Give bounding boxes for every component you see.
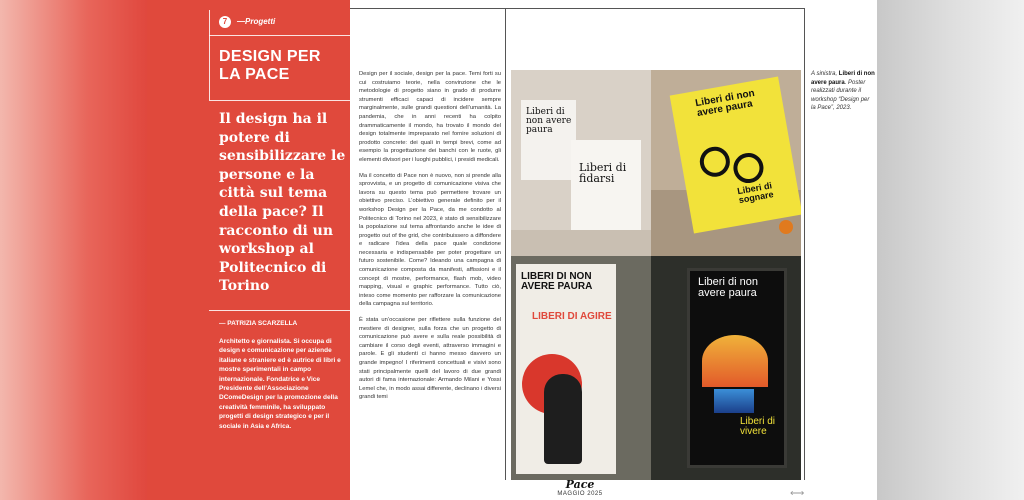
poster-text: Liberi di vivere [740, 416, 776, 438]
divider [350, 8, 805, 9]
section-number: 7 [219, 16, 231, 28]
caption-rest: . Poster realizzati durante il workshop “Design per la Pace”, 2023. [811, 79, 870, 111]
photo-poster-vivere [651, 256, 801, 480]
author-bio: Architetto e giornalista. Si occupa di design e comunicazione per aziende italiane e straniere ed è autrice di libri e mostre sperimentali in campo internazionale. Fondatrice e Vice Presidente dell’Associazione DComeDesign per la promozione della creatività femminile, ha sviluppato progetti di design strategico e per il sociale in Asia e Africa. [219, 338, 341, 430]
poster-text: Liberi di non avere paura [694, 87, 756, 120]
poster-text: LIBERI DI NON AVERE PAURA [521, 271, 593, 293]
poster-text: LIBERI DI AGIRE [532, 311, 612, 322]
article-headline: Il design ha il potere di sensibilizzare le persone e la città sul tema della pace? Il racconto di un workshop al Politecnico di Torino [219, 111, 346, 295]
divider [209, 100, 350, 101]
red-sidebar [147, 0, 350, 500]
chain-link [731, 151, 766, 186]
poster-text: Liberi di non avere paura [526, 107, 572, 136]
divider [209, 10, 210, 100]
poster-text: Liberi di fidarsi [579, 161, 627, 186]
caption-bold: Liberi di non avere paura [811, 71, 875, 86]
photo-caption [811, 70, 875, 113]
poster [687, 268, 787, 468]
sun-graphic [702, 335, 768, 387]
figure-silhouette [544, 374, 582, 464]
poster [571, 140, 641, 240]
poster [670, 77, 801, 234]
divider [209, 35, 350, 36]
chain-link [697, 144, 732, 179]
paragraph: È stata un’occasione per riflettere sulla funzione del mestiere di designer, sulla forza che un progetto di comunicazione può avere e sulla reale possibilità di cambiare il corso degli eventi, attraverso immagini e parole. E gli studenti ci hanno messo davvero un grande impegno! I riferimenti concettuali e visivi sono stati principalmente quelli del lavoro di due grandi autori di fama internazionale: Armando Milani e Yossi Lemel che, in modo assai differente, declinano i diversi grandi temi [359, 317, 501, 401]
orange-ball [779, 220, 793, 234]
background-left [0, 0, 147, 500]
poster [521, 100, 576, 180]
divider [804, 8, 805, 480]
section-name: —Progetti [237, 17, 276, 26]
magazine-page [147, 0, 877, 500]
poster-text: Liberi di sognare [736, 180, 775, 206]
photo-poster-agire [511, 256, 651, 480]
poster-text: Liberi di non avere paura [698, 276, 758, 300]
background-right [877, 0, 1024, 500]
divider [505, 8, 506, 480]
resize-arrows-icon[interactable]: ⟷ [790, 488, 805, 499]
wall [511, 230, 651, 256]
paragraph: Design per il sociale, design per la pace. Temi forti su cui costruiamo teorie, nella convinzione che le metodologie di progetto siano in grado di produrre strumenti efficaci capaci di incidere sempre marginalmente, sulle grandi questioni dell’umanità. La pandemia, che in anni recenti ha colpito drammaticamente il mondo, ha trovato il mondo del design totalmente impreparato nel fornire soluzioni di prodotto concrete: dei quali in tempi brevi, come ad esempio la progettazione dei banchi con le ruote, gli elementi divisori per i luoghi pubblici, i presidi medicali. [359, 71, 501, 163]
caption-intro: A sinistra, [811, 71, 838, 77]
author-name: — PATRIZIA SCARZELLA [219, 320, 298, 327]
poster [516, 264, 616, 474]
paragraph: Ma il concetto di Pace non è nuovo, non si prende alla sprovvista, e un progetto di comunicazione visiva che lavora su questo tema può permettere trovare un obiettivo preciso. L’obiettivo generale definito per il workshop Design per la Pace, da me condotto al Politecnico di Torino nel 2023, è stato di sensibilizzare la popolazione sul tema affrontando anche le idee di progetto out of the grid, che contribuissero a diffondere e radicare l’idea della pace quale condizione necessaria e indispensabile per poter progettare un futuro sostenibile. Come? Ideando una campagna di comunicazione composta da manifesti, affissioni e il concept di mostre, performance, flash mob, video mapping, visual e graphic performance. Tutto ciò, inteso come momento per rafforzare la comunicazione della campagna sul territorio. [359, 172, 501, 308]
issue-date: MAGGIO 2025 [557, 491, 603, 497]
divider [209, 310, 350, 311]
photo-poster-fidarsi [511, 70, 651, 256]
article-title: DESIGN PER LA PACE [219, 48, 321, 83]
article-body [359, 70, 501, 409]
water-graphic [714, 389, 754, 413]
magazine-name: Pace [565, 478, 595, 491]
photo-poster-sognare [651, 70, 801, 256]
